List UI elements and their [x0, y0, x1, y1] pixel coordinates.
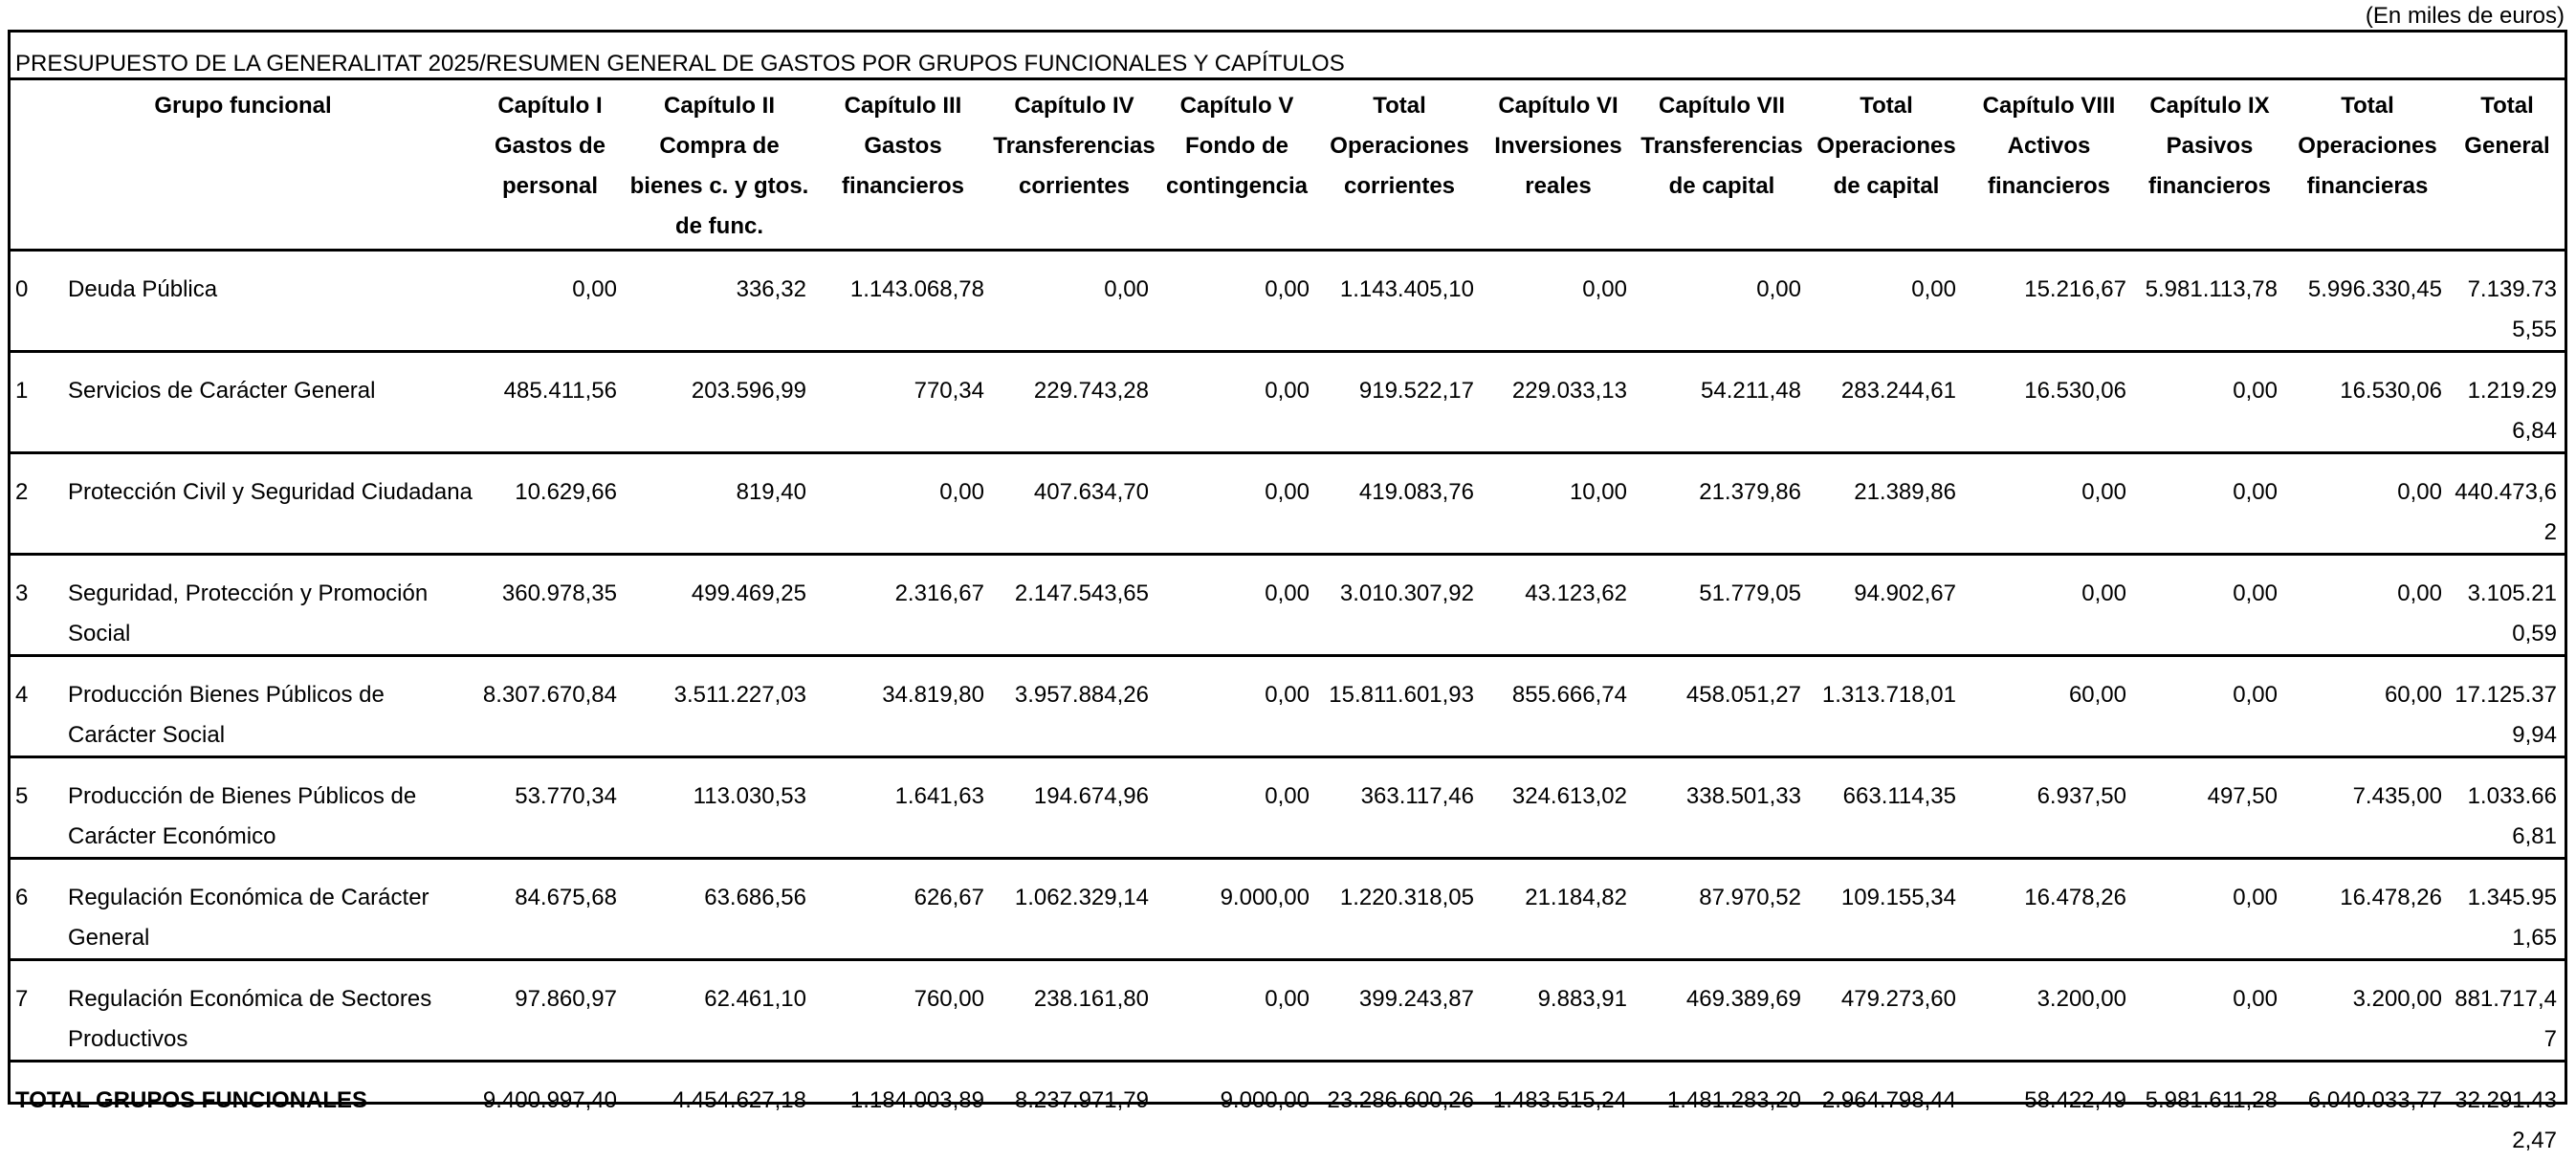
cell-value: 54.211,48: [1635, 351, 1809, 452]
cell-value: 363.117,46: [1317, 756, 1482, 858]
cell-value: 1.313.718,01: [1809, 655, 1964, 756]
cell-value: 7.435,00: [2285, 756, 2450, 858]
cell-value: 0,00: [2134, 858, 2285, 959]
cell-value: 0,00: [1156, 351, 1317, 452]
cell-value: 238.161,80: [992, 959, 1156, 1061]
cell-value: 87.970,52: [1635, 858, 1809, 959]
table-row: [11, 554, 2565, 655]
cell-value: 229.033,13: [1482, 351, 1635, 452]
cell-value: 3.010.307,92: [1317, 554, 1482, 655]
total-value: 6.040.033,77: [2307, 1086, 2442, 1113]
cell-value: 5.996.330,45: [2285, 250, 2450, 351]
table-title: PRESUPUESTO DE LA GENERALITAT 2025/RESUMEN GENERAL DE GASTOS POR GRUPOS FUNCIONALES Y CAPÍTULOS: [11, 33, 2565, 80]
total-value: 9.000,00: [1220, 1086, 1310, 1113]
cell-value: 194.674,96: [992, 756, 1156, 858]
row-label: Seguridad, Protección y Promoción Social: [68, 554, 475, 655]
cell-value: 499.469,25: [625, 554, 814, 655]
cell-value: 419.083,76: [1317, 452, 1482, 554]
cell-value: 84.675,68: [475, 858, 625, 959]
cell-value: 479.273,60: [1809, 959, 1964, 1061]
row-label: Producción de Bienes Públicos de Carácter Económico: [68, 756, 475, 858]
header-total-financieras: Total Operaciones financieras: [2285, 80, 2450, 250]
row-label: Deuda Pública: [68, 250, 475, 351]
cell-value: 0,00: [1156, 756, 1317, 858]
cell-value: 1.220.318,05: [1317, 858, 1482, 959]
cell-value: 0,00: [1809, 250, 1964, 351]
row-code: 7: [11, 959, 68, 1061]
cell-value: 0,00: [1156, 959, 1317, 1061]
cell-value: 113.030,53: [625, 756, 814, 858]
cell-value: 663.114,35: [1809, 756, 1964, 858]
cell-value: 1.641,63: [814, 756, 992, 858]
header-capitulo-6: Capítulo VI Inversiones reales: [1482, 80, 1635, 250]
cell-value: 109.155,34: [1809, 858, 1964, 959]
row-code: 1: [11, 351, 68, 452]
total-row: [11, 1061, 2565, 1161]
cell-value: 63.686,56: [625, 858, 814, 959]
cell-value: 60,00: [1964, 655, 2134, 756]
cell-value: 283.244,61: [1809, 351, 1964, 452]
cell-value: 10,00: [1482, 452, 1635, 554]
total-value: 1.481.283,20: [1666, 1086, 1801, 1113]
cell-value: 440.473,62: [2450, 452, 2565, 554]
header-grupo-funcional: Grupo funcional: [11, 80, 475, 250]
cell-value: 399.243,87: [1317, 959, 1482, 1061]
cell-value: 819,40: [625, 452, 814, 554]
header-total-corrientes: Total Operaciones corrientes: [1317, 80, 1482, 250]
cell-value: 43.123,62: [1482, 554, 1635, 655]
cell-value: 16.530,06: [1964, 351, 2134, 452]
cell-value: 0,00: [1156, 250, 1317, 351]
cell-value: 21.389,86: [1809, 452, 1964, 554]
total-value: 58.422,49: [2024, 1086, 2126, 1113]
table-row: [11, 250, 2565, 351]
total-value: 9.400.997,40: [482, 1086, 617, 1113]
cell-value: 0,00: [1156, 655, 1317, 756]
cell-value: 3.957.884,26: [992, 655, 1156, 756]
cell-value: 1.062.329,14: [992, 858, 1156, 959]
table-row: [11, 959, 2565, 1061]
cell-value: 919.522,17: [1317, 351, 1482, 452]
cell-value: 626,67: [814, 858, 992, 959]
cell-value: 9.883,91: [1482, 959, 1635, 1061]
cell-value: 0,00: [1482, 250, 1635, 351]
total-value: 1.483.515,24: [1492, 1086, 1627, 1113]
cell-value: 0,00: [1964, 554, 2134, 655]
cell-value: 203.596,99: [625, 351, 814, 452]
row-code: 3: [11, 554, 68, 655]
cell-value: 1.033.666,81: [2450, 756, 2565, 858]
cell-value: 0,00: [814, 452, 992, 554]
cell-value: 881.717,47: [2450, 959, 2565, 1061]
cell-value: 0,00: [2134, 351, 2285, 452]
cell-value: 760,00: [814, 959, 992, 1061]
cell-value: 0,00: [2134, 959, 2285, 1061]
cell-value: 53.770,34: [475, 756, 625, 858]
cell-value: 34.819,80: [814, 655, 992, 756]
header-capitulo-8: Capítulo VIII Activos financieros: [1964, 80, 2134, 250]
cell-value: 0,00: [1156, 452, 1317, 554]
table-row: [11, 351, 2565, 452]
row-label: Protección Civil y Seguridad Ciudadana: [68, 452, 475, 554]
cell-value: 0,00: [2134, 554, 2285, 655]
budget-table-frame: [8, 30, 2567, 1153]
cell-value: 94.902,67: [1809, 554, 1964, 655]
cell-value: 458.051,27: [1635, 655, 1809, 756]
cell-value: 229.743,28: [992, 351, 1156, 452]
cell-value: 1.143.405,10: [1317, 250, 1482, 351]
header-total-capital: Total Operaciones de capital: [1809, 80, 1964, 250]
units-note: (En miles de euros): [2365, 3, 2565, 29]
row-code: 5: [11, 756, 68, 858]
total-label: TOTAL GRUPOS FUNCIONALES: [15, 1086, 368, 1113]
cell-value: 469.389,69: [1635, 959, 1809, 1061]
row-code: 0: [11, 250, 68, 351]
cell-value: 2.147.543,65: [992, 554, 1156, 655]
cell-value: 6.937,50: [1964, 756, 2134, 858]
cell-value: 0,00: [1964, 452, 2134, 554]
header-capitulo-7: Capítulo VII Transferencias de capital: [1635, 80, 1809, 250]
header-capitulo-5: Capítulo V Fondo de contingencia: [1156, 80, 1317, 250]
cell-value: 10.629,66: [475, 452, 625, 554]
budget-table: [11, 80, 2565, 1161]
cell-value: 16.478,26: [2285, 858, 2450, 959]
cell-value: 21.184,82: [1482, 858, 1635, 959]
header-capitulo-1: Capítulo I Gastos de personal: [475, 80, 625, 250]
table-row: [11, 452, 2565, 554]
total-value: 32.291.432,47: [2455, 1086, 2557, 1153]
row-label: Producción Bienes Públicos de Carácter Social: [68, 655, 475, 756]
total-value: 23.286.600,26: [1327, 1086, 1474, 1113]
cell-value: 338.501,33: [1635, 756, 1809, 858]
cell-value: 0,00: [475, 250, 625, 351]
cell-value: 15.811.601,93: [1317, 655, 1482, 756]
cell-value: 3.200,00: [2285, 959, 2450, 1061]
cell-value: 1.345.951,65: [2450, 858, 2565, 959]
cell-value: 0,00: [1156, 554, 1317, 655]
cell-value: 17.125.379,94: [2450, 655, 2565, 756]
table-row: [11, 655, 2565, 756]
cell-value: 1.219.296,84: [2450, 351, 2565, 452]
row-code: 4: [11, 655, 68, 756]
total-value: 4.454.627,18: [672, 1086, 806, 1113]
cell-value: 336,32: [625, 250, 814, 351]
row-label: Servicios de Carácter General: [68, 351, 475, 452]
cell-value: 0,00: [2285, 554, 2450, 655]
cell-value: 497,50: [2134, 756, 2285, 858]
header-capitulo-3: Capítulo III Gastos financieros: [814, 80, 992, 250]
cell-value: 0,00: [2134, 655, 2285, 756]
cell-value: 16.478,26: [1964, 858, 2134, 959]
cell-value: 0,00: [1635, 250, 1809, 351]
cell-value: 2.316,67: [814, 554, 992, 655]
cell-value: 3.105.210,59: [2450, 554, 2565, 655]
cell-value: 855.666,74: [1482, 655, 1635, 756]
cell-value: 3.200,00: [1964, 959, 2134, 1061]
total-value: 8.237.971,79: [1014, 1086, 1149, 1113]
cell-value: 0,00: [2285, 452, 2450, 554]
header-capitulo-4: Capítulo IV Transferencias corrientes: [992, 80, 1156, 250]
row-code: 6: [11, 858, 68, 959]
cell-value: 485.411,56: [475, 351, 625, 452]
header-total-general: Total General: [2450, 80, 2565, 250]
cell-value: 62.461,10: [625, 959, 814, 1061]
cell-value: 0,00: [992, 250, 1156, 351]
cell-value: 21.379,86: [1635, 452, 1809, 554]
cell-value: 8.307.670,84: [475, 655, 625, 756]
table-row: [11, 858, 2565, 959]
total-value: 1.184.003,89: [849, 1086, 984, 1113]
cell-value: 3.511.227,03: [625, 655, 814, 756]
header-row: [11, 80, 2565, 250]
cell-value: 16.530,06: [2285, 351, 2450, 452]
cell-value: 9.000,00: [1156, 858, 1317, 959]
cell-value: 60,00: [2285, 655, 2450, 756]
header-capitulo-2: Capítulo II Compra de bienes c. y gtos. de func.: [625, 80, 814, 250]
row-code: 2: [11, 452, 68, 554]
row-label: Regulación Económica de Carácter General: [68, 858, 475, 959]
cell-value: 1.143.068,78: [814, 250, 992, 351]
cell-value: 770,34: [814, 351, 992, 452]
cell-value: 51.779,05: [1635, 554, 1809, 655]
total-value: 5.981.611,28: [2145, 1086, 2278, 1113]
cell-value: 97.860,97: [475, 959, 625, 1061]
row-label: Regulación Económica de Sectores Productivos: [68, 959, 475, 1061]
cell-value: 324.613,02: [1482, 756, 1635, 858]
total-value: 2.964.798,44: [1821, 1086, 1956, 1113]
cell-value: 407.634,70: [992, 452, 1156, 554]
cell-value: 15.216,67: [1964, 250, 2134, 351]
cell-value: 7.139.735,55: [2450, 250, 2565, 351]
cell-value: 5.981.113,78: [2134, 250, 2285, 351]
cell-value: 0,00: [2134, 452, 2285, 554]
table-row: [11, 756, 2565, 858]
header-capitulo-9: Capítulo IX Pasivos financieros: [2134, 80, 2285, 250]
cell-value: 360.978,35: [475, 554, 625, 655]
